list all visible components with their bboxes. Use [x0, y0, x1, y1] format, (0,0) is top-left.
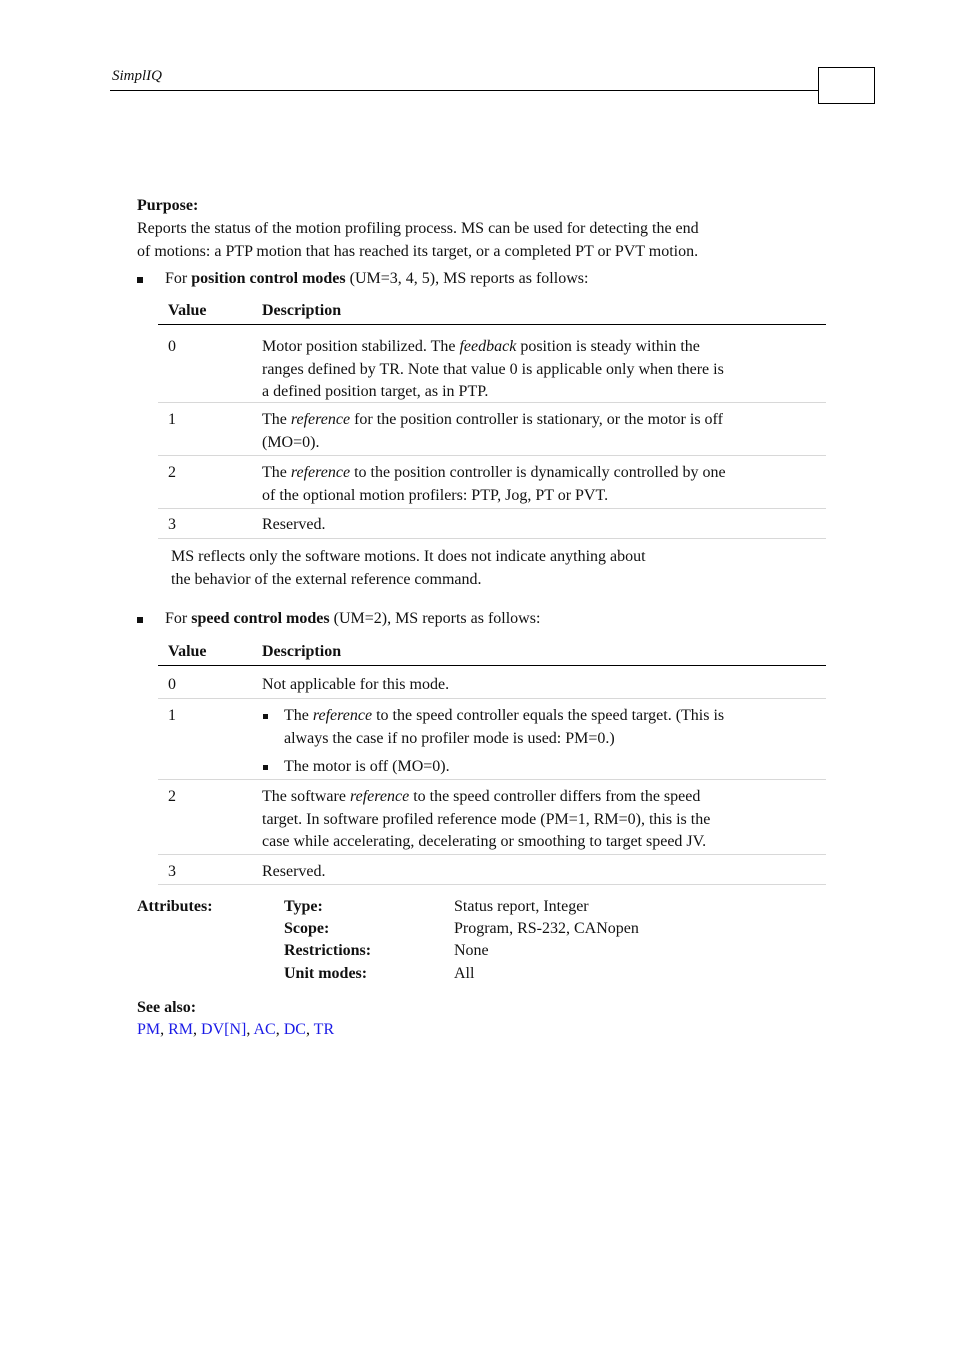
purpose-text: [137, 217, 699, 263]
purpose-heading: Purpose:: [137, 197, 199, 214]
link-separator: ,: [246, 1021, 254, 1038]
col-description-header: Description: [262, 302, 342, 319]
note-line: MS reflects only the software motions. It does not indicate anything about: [171, 548, 646, 565]
table-row: [158, 509, 826, 539]
link-rm[interactable]: RM: [168, 1021, 194, 1038]
table-row: [158, 855, 826, 885]
table-row: [158, 780, 826, 855]
row-value: 0: [168, 676, 176, 693]
table-header: [158, 641, 826, 666]
row-description: Reserved.: [262, 516, 326, 533]
intro-bold: position control modes: [191, 270, 346, 287]
position-note: [171, 545, 646, 591]
page-number-box: [818, 67, 875, 104]
link-tr[interactable]: TR: [313, 1021, 335, 1038]
bullet-icon: [263, 714, 268, 719]
intro-text: For: [165, 270, 192, 287]
intro-text: (UM=2), MS reports as follows:: [329, 610, 541, 627]
link-pm[interactable]: PM: [137, 1021, 161, 1038]
speed-table: [158, 641, 826, 885]
intro-bold: speed control modes: [191, 610, 330, 627]
table-row: [158, 325, 826, 403]
header-title: SimplIQ: [112, 68, 162, 84]
row-description: The reference for the position controller is stationary, or the motor is off (MO=0).: [262, 411, 723, 451]
bullet-icon: [263, 765, 268, 770]
attribute-key: Unit modes:: [284, 965, 368, 982]
row-value: 0: [168, 338, 176, 355]
see-also-links: [137, 1021, 334, 1039]
attribute-value: Status report, Integer: [454, 898, 589, 915]
bullet-icon: [137, 617, 143, 623]
attribute-value: All: [454, 965, 475, 982]
table-row: [158, 666, 826, 699]
note-line: the behavior of the external reference command.: [171, 571, 482, 588]
row-description: The software reference to the speed controller differs from the speed target. In software profiled reference mode (PM=1, RM=0), this is the case while accelerating, decelerating or smoothing to target speed JV.: [262, 788, 711, 850]
link-dc[interactable]: DC: [283, 1021, 306, 1038]
table-row: [158, 699, 826, 780]
intro-text: (UM=3, 4, 5), MS reports as follows:: [345, 270, 589, 287]
row-description: The reference to the speed controller equals the speed target. (This is always the case if no profiler mode is used: PM=0.): [284, 707, 725, 747]
position-table: [158, 300, 826, 539]
position-intro: [165, 270, 588, 288]
row-value: 1: [168, 411, 176, 428]
link-dv[interactable]: DV[N]: [201, 1021, 247, 1038]
table-row: [158, 456, 826, 509]
see-also-heading: See also:: [137, 999, 197, 1016]
row-value: 3: [168, 863, 176, 880]
row-description: Reserved.: [262, 863, 326, 880]
col-description-header: Description: [262, 643, 342, 660]
row-value: 2: [168, 464, 176, 481]
row-description: The motor is off (MO=0).: [284, 758, 450, 775]
row-description: Motor position stabilized. The feedback position is steady within the ranges defined by TR. Note that value 0 is applicable only when there is a defined position target, as in PTP.: [262, 338, 724, 400]
speed-intro: [165, 610, 540, 628]
row-description: Not applicable for this mode.: [262, 676, 450, 693]
attribute-key: Restrictions:: [284, 942, 372, 959]
row-value: 2: [168, 788, 176, 805]
link-separator: ,: [160, 1021, 169, 1038]
attribute-value: Program, RS-232, CANopen: [454, 920, 639, 937]
row-value: 3: [168, 516, 176, 533]
link-ac[interactable]: AC: [253, 1021, 276, 1038]
link-separator: ,: [193, 1021, 202, 1038]
link-separator: ,: [305, 1021, 314, 1038]
attribute-key: Scope:: [284, 920, 330, 937]
purpose-line: of motions: a PTP motion that has reached its target, or a completed PT or PVT motion.: [137, 243, 699, 260]
col-value-header: Value: [168, 643, 207, 660]
link-separator: ,: [275, 1021, 284, 1038]
purpose-line: Reports the status of the motion profiling process. MS can be used for detecting the end: [137, 220, 699, 237]
intro-text: For: [165, 610, 192, 627]
col-value-header: Value: [168, 302, 207, 319]
row-value: 1: [168, 707, 176, 724]
table-row: [158, 403, 826, 456]
attributes-label: Attributes:: [137, 898, 213, 915]
bullet-icon: [137, 277, 143, 283]
header-rule: [110, 90, 818, 91]
attribute-key: Type:: [284, 898, 323, 915]
attribute-value: None: [454, 942, 489, 959]
table-header: [158, 300, 826, 325]
row-description: The reference to the position controller is dynamically controlled by one of the optional motion profilers: PTP, Jog, PT or PVT.: [262, 464, 726, 504]
